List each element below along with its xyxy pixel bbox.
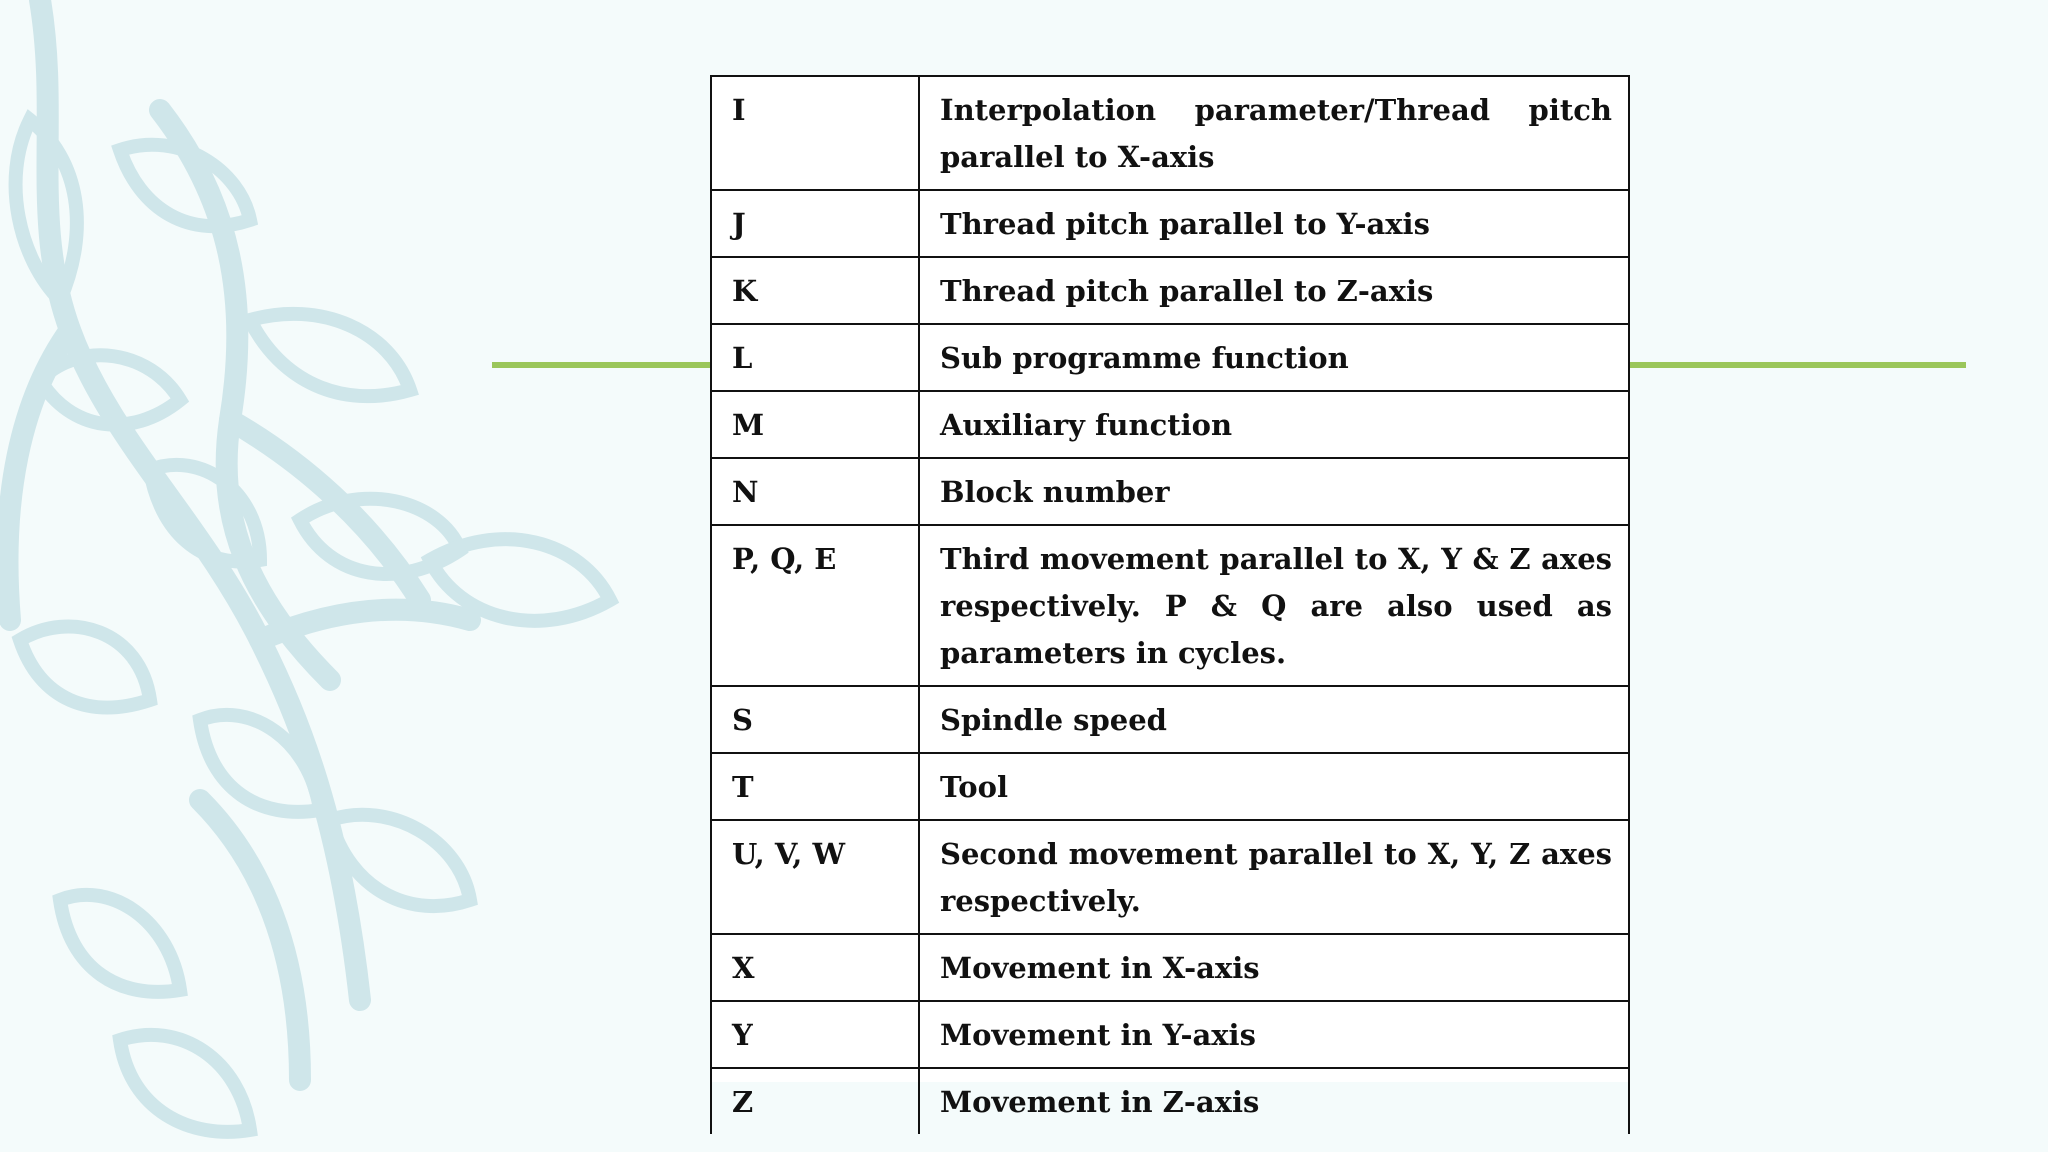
code-cell: J	[711, 190, 919, 257]
description-cell: Interpolation parameter/Thread pitch parallel to X-axis	[919, 76, 1629, 190]
code-cell: X	[711, 934, 919, 1001]
description-cell: Tool	[919, 753, 1629, 820]
description-cell: Thread pitch parallel to Y-axis	[919, 190, 1629, 257]
code-cell: N	[711, 458, 919, 525]
table-row	[711, 1001, 1629, 1068]
table-row	[711, 190, 1629, 257]
code-cell: M	[711, 391, 919, 458]
code-cell: S	[711, 686, 919, 753]
table-row	[711, 76, 1629, 190]
code-cell: P, Q, E	[711, 525, 919, 686]
description-cell: Sub programme function	[919, 324, 1629, 391]
vine-decoration	[0, 0, 660, 1152]
code-cell: L	[711, 324, 919, 391]
description-cell: Thread pitch parallel to Z-axis	[919, 257, 1629, 324]
table-row	[711, 686, 1629, 753]
accent-rule-left	[492, 362, 710, 368]
table-row	[711, 753, 1629, 820]
description-cell: Block number	[919, 458, 1629, 525]
description-cell: Second movement parallel to X, Y, Z axes respectively.	[919, 820, 1629, 934]
code-cell: Y	[711, 1001, 919, 1068]
code-cell: U, V, W	[711, 820, 919, 934]
table-row	[711, 324, 1629, 391]
scanned-table-image	[710, 75, 1630, 1119]
description-cell: Spindle speed	[919, 686, 1629, 753]
table-row	[711, 525, 1629, 686]
table-row	[711, 820, 1629, 934]
table-row	[711, 934, 1629, 1001]
table-row	[711, 391, 1629, 458]
accent-rule-right	[1628, 362, 1966, 368]
description-cell: Auxiliary function	[919, 391, 1629, 458]
code-cell: Z	[711, 1068, 919, 1134]
description-cell: Third movement parallel to X, Y & Z axes respectively. P & Q are also used as parameters in cycles.	[919, 525, 1629, 686]
code-cell: T	[711, 753, 919, 820]
description-cell: Movement in Z-axis	[919, 1068, 1629, 1134]
table-row	[711, 458, 1629, 525]
table-row	[711, 1068, 1629, 1134]
description-cell: Movement in Y-axis	[919, 1001, 1629, 1068]
code-cell: K	[711, 257, 919, 324]
table-row	[711, 257, 1629, 324]
address-code-table	[710, 75, 1630, 1134]
description-cell: Movement in X-axis	[919, 934, 1629, 1001]
code-cell: I	[711, 76, 919, 190]
